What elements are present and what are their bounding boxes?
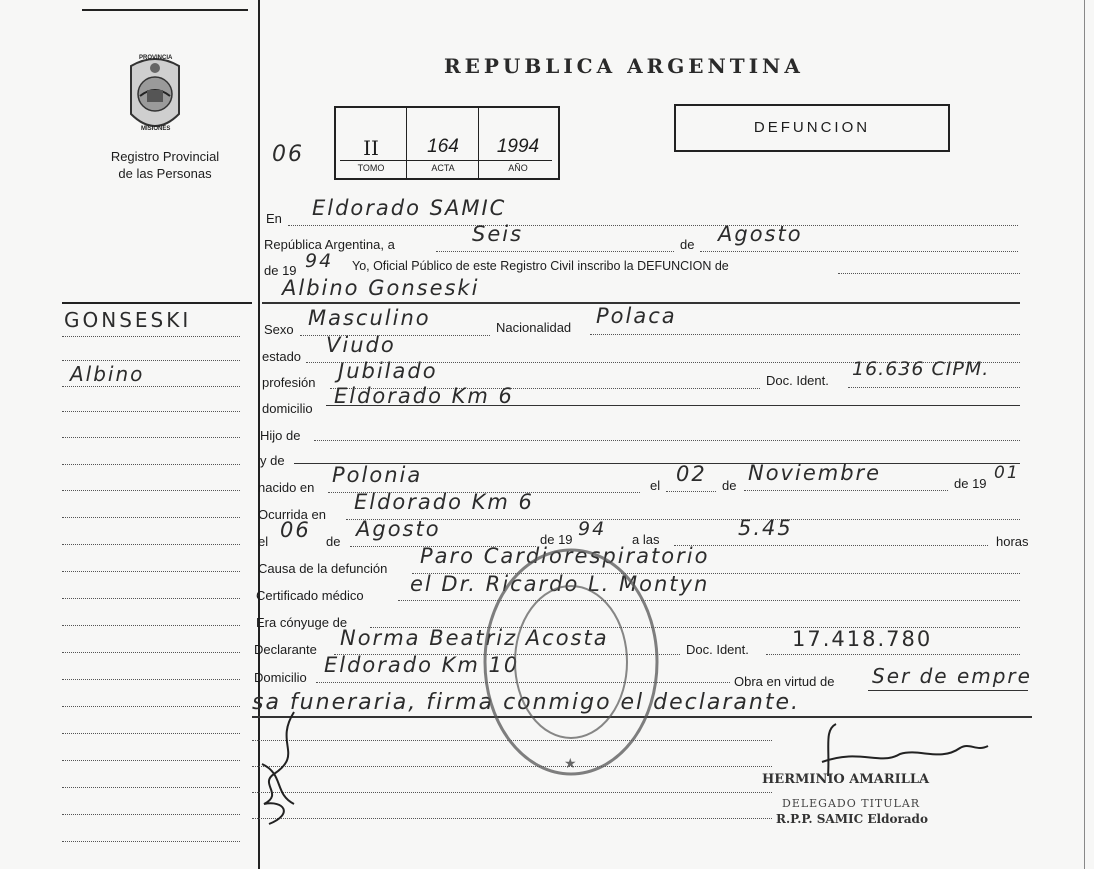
svg-text:★: ★ [564,756,577,772]
value-birth-month: Noviembre [748,461,882,485]
value-place: Eldorado SAMIC [312,196,507,220]
value-month: Agosto [718,222,803,246]
seal-bottom-text: MISIONES [141,126,171,132]
dots-month [700,251,1018,252]
rule-domicilio [326,405,1020,406]
dots-blank-3 [252,792,772,793]
margin-dots-5 [62,437,240,438]
label-nacionalidad: Nacionalidad [496,320,572,335]
label-a-las: a las [632,532,660,547]
registry-name [90,148,240,182]
dots-death-place [346,519,1020,520]
tomo-value: II [363,136,379,160]
value-death-year: 94 [578,518,607,540]
margin-dots-17 [62,760,240,761]
label-en: En [266,211,282,226]
value-death-place: Eldorado Km 6 [354,490,534,514]
dots-blank-4 [252,818,772,819]
margin-dots-1 [62,336,240,337]
margin-surname: GONSESKI [64,308,192,332]
margin-dots-6 [62,464,240,465]
dots-birth-month [744,490,948,491]
ref-divider-1 [406,108,407,178]
registry-line-2: de las Personas [118,166,212,181]
act-type: DEFUNCION [753,119,871,136]
reference-box [334,106,560,180]
label-de-year: de 19 [264,263,297,278]
tomo-label: TOMO [357,163,385,173]
margin-dots-15 [62,706,240,707]
label-el: el [650,478,661,493]
dots-place [288,225,1018,226]
margin-dots-9 [62,544,240,545]
margin-dots-4 [62,411,240,412]
label-de-month: de [680,237,695,252]
margin-dots-10 [62,571,240,572]
margin-dots-20 [62,841,240,842]
value-year-suffix: 94 [305,250,334,272]
ano-value: 1994 [496,136,540,157]
label-ocurrida-en: Ocurrida en [258,507,326,522]
value-day: Seis [472,222,524,246]
page-edge [1084,0,1085,869]
label-el-death: el [258,534,269,549]
page-title: REPUBLICA ARGENTINA [444,54,804,78]
label-nacido-en: nacido en [258,480,315,495]
dots-day [436,251,674,252]
label-doc-ident: Doc. Ident. [766,373,829,388]
margin-dots-18 [62,787,240,788]
dots-inscribo [838,273,1020,274]
value-birth-year: 01 [994,463,1020,483]
label-declarante: Declarante [254,642,317,657]
value-address: Eldorado Km 6 [334,384,514,408]
margin-dots-14 [62,679,240,680]
value-death-time: 5.45 [738,516,793,540]
margin-rule [62,302,252,304]
value-reason-1: Ser de empre [872,664,1032,688]
label-obra: Obra en virtud de [734,674,835,689]
value-sex: Masculino [308,306,431,330]
value-declarant-doc: 17.418.780 [792,627,933,651]
acta-label: ACTA [431,163,455,173]
dots-death-time [674,545,988,546]
value-doctor: el Dr. Ricardo L. Montyn [410,572,710,596]
label-conyuge: Era cónyuge de [256,615,348,630]
registry-line-1: Registro Provincial [110,149,220,164]
margin-dots-2 [62,360,240,361]
acta-value: 164 [427,136,459,157]
label-horas: horas [996,534,1029,549]
value-profession: Jubilado [338,359,438,383]
official-stamp-icon [478,544,664,780]
value-deceased: Albino Gonseski [282,276,480,300]
label-inscribo: Yo, Oficial Público de este Registro Civil inscribo la DEFUNCION de [352,259,729,273]
label-sexo: Sexo [264,322,294,337]
margin-note: 06 [272,142,304,167]
value-civil-state: Viudo [326,333,396,357]
value-doc-id: 16.636 CIPM. [852,358,990,380]
label-de-death: de [326,534,341,549]
dots-hijo-de [314,440,1020,441]
dots-nationality [590,334,1020,335]
margin-dots-13 [62,652,240,653]
label-domicilio-2: Domicilio [254,670,307,685]
label-y-de: y de [260,453,285,468]
official-name: HERMINIO AMARILLA [762,772,930,787]
label-de-birth: de [722,478,737,493]
label-de-year-birth: de 19 [954,476,987,491]
value-birth-day: 02 [676,462,707,486]
label-republica: República Argentina, a [264,237,395,252]
margin-dots-11 [62,598,240,599]
margin-dots-16 [62,733,240,734]
value-death-month: Agosto [356,517,441,541]
dots-birth-day [666,491,716,492]
ano-label: AÑO [508,163,528,173]
official-title: DELEGADO TITULAR [782,797,921,810]
label-causa: Causa de la defunción [258,561,388,576]
value-nationality: Polaca [596,304,677,328]
label-de-19-death: de 19 [540,532,573,547]
label-hijo-de: Hijo de [260,428,301,443]
value-cause: Paro Cardiorespiratorio [420,544,710,568]
seal-top-text: PROVINCIA [139,55,173,61]
dots-doc-id [848,387,1020,388]
value-reason-2: sa funeraria, firma conmigo el declarante. [252,690,800,715]
margin-dots-3 [62,386,240,387]
margin-dots-19 [62,814,240,815]
margin-dots-12 [62,625,240,626]
top-left-rule [82,9,248,11]
ref-divider-2 [478,108,479,178]
label-doc-ident-2: Doc. Ident. [686,642,749,657]
declarant-signature-icon [254,704,314,830]
official-office: R.P.P. SAMIC Eldorado [776,812,928,826]
margin-given-name: Albino [70,362,145,386]
value-declarant: Norma Beatriz Acosta [340,626,609,650]
label-profesion: profesión [262,375,316,390]
ref-underline [340,160,552,161]
label-certificado: Certificado médico [256,588,364,603]
value-death-day: 06 [280,518,311,542]
rule-obra [868,690,1028,691]
value-declarant-address: Eldorado Km 10 [324,653,520,677]
margin-dots-8 [62,517,240,518]
provincial-seal-icon [125,54,185,136]
dots-declarant-doc [766,654,1020,655]
label-domicilio: domicilio [262,401,313,416]
margin-dots-7 [62,490,240,491]
value-birthplace: Polonia [332,463,423,487]
label-estado: estado [262,349,302,364]
act-type-box [674,104,950,152]
